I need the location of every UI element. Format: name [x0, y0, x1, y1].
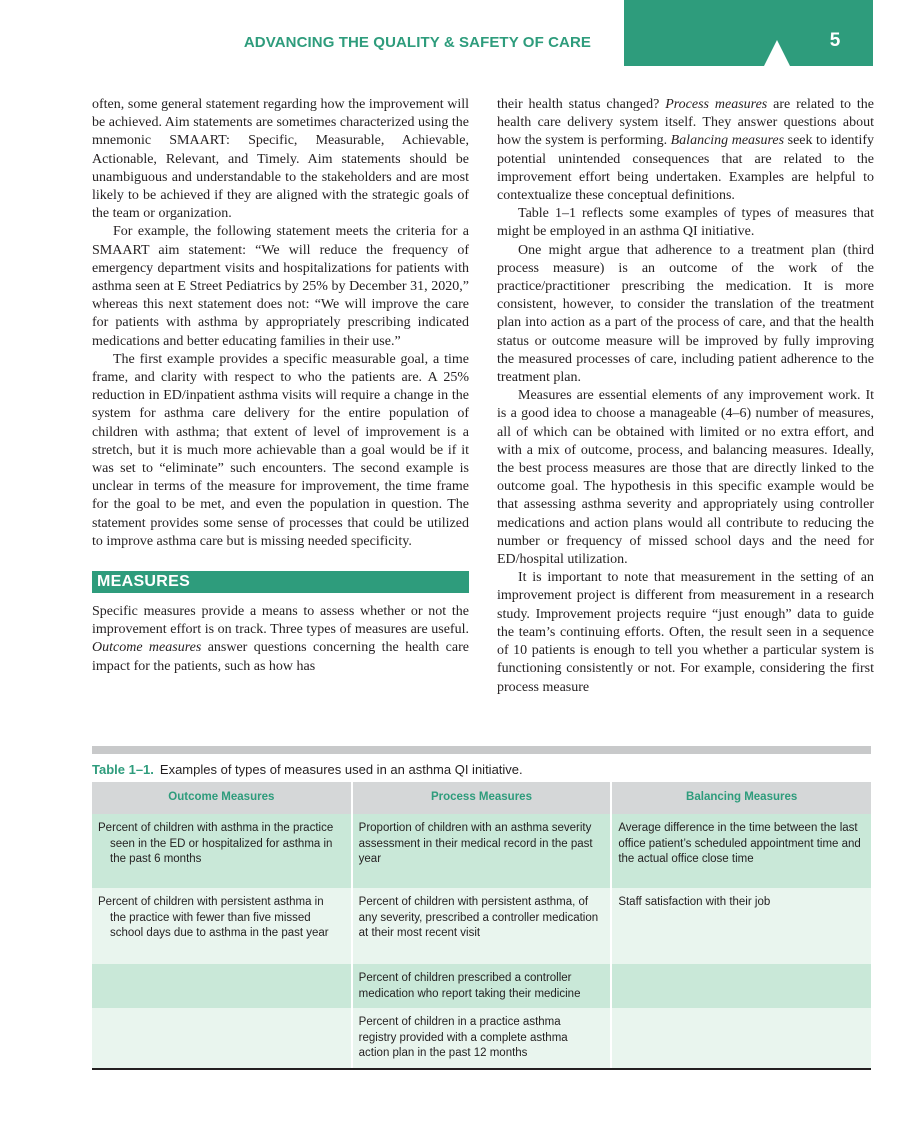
table-cell [92, 888, 352, 964]
table-caption-text: Examples of types of measures used in an asthma QI initiative. [159, 762, 523, 777]
header-balancing-measures: Balancing Measures [611, 782, 871, 814]
left-column [92, 96, 469, 676]
running-title: ADVANCING THE QUALITY & SAFETY OF CARE [243, 34, 591, 51]
table-row [92, 814, 871, 888]
term-balancing-measures: Balancing measures [670, 133, 785, 149]
table-cell [611, 1008, 871, 1068]
cell-text: Percent of children prescribed a controller medication who report taking their medicine [358, 972, 581, 1000]
left-paragraph-2: For example, the following statement meets the criteria for a SMAART aim statement: “We will reduce the frequency of emergency department visits and hospitalizations for patients with asthma seen at E Street Pediatrics by 25% by December 31, 2020,” whereas this next statement does not: “We will improve the care for patients with asthma by appropriately prescribing indicated medications and better educating families in their use.” [92, 224, 469, 349]
text-run: their health status changed? [497, 97, 666, 112]
cell-text: Percent of children with asthma in the practice seen in the ED or hospitalized for asthma in the past 6 months [98, 822, 334, 865]
table-cell [611, 964, 871, 1008]
text-run: answer questions concerning the health care impact for the patients, such as how has [92, 640, 469, 674]
header-outcome-measures: Outcome Measures [92, 782, 352, 814]
left-paragraph-4 [92, 603, 469, 676]
right-column [497, 96, 874, 697]
right-paragraph-4: Measures are essential elements of any improvement work. It is a good idea to choose a manageable (4–6) number of measures, all of which can be obtained with limited or no extra effort, and with a mix of outcome, process, and balancing measures. Ideally, the best process measures are those that are directly linked to the outcome goal. The hypothesis in this specific example would be that assessing asthma severity and appropriately using controller medications and action plans would all contribute to reducing the number or frequency of missed school days and the need for ED/hospital utilization. [497, 388, 874, 568]
cell-text: Percent of children with persistent asthma, of any severity, prescribed a controller medication at their most recent visit [358, 896, 599, 939]
left-paragraph-1: often, some general statement regarding how the improvement will be achieved. Aim statements are sometimes characterized using the mnemonic SMAART: Specific, Measurable, Achievable, Actionable, Relevant, and Timely. Aim statements should be unambiguous and understandable to the stakeholders and are most likely to be achieved if they are aligned with the strategic goals of the team or organization. [92, 97, 469, 222]
table-header-row [92, 782, 871, 814]
text-run: are related to the health care delivery system itself. They answer questions about how the system is performing. [497, 97, 874, 149]
table-cell [611, 814, 871, 888]
table-grid [92, 782, 871, 1068]
header-process-measures: Process Measures [352, 782, 612, 814]
right-paragraph-1 [497, 96, 874, 205]
left-paragraph-3: The first example provides a specific measurable goal, a time frame, and clarity with respect to who the patients are. A 25% reduction in ED/inpatient asthma visits will require a change in the system for asthma care delivery for the entire population of children with asthma; that extent of level of improvement is a stretch, but it is much more achievable than a goal would be if it was set to “eliminate” such encounters. The second example is unclear in terms of the measure for improvement, the time frame for the goal to be met, and even the population in question. The statement provides some sense of processes that could be utilized to improve asthma care but is missing needed specificity. [92, 351, 469, 549]
cell-text: Percent of children in a practice asthma registry provided with a complete asthma action plan in the past 12 months [358, 1016, 568, 1059]
table-row [92, 964, 871, 1008]
table-cell [611, 888, 871, 964]
text-run: seek to identify potential unintended consequences that are related to the improvement effort being undertaken. Examples are helpful to contextualize these conceptual definitions. [497, 133, 875, 204]
text-run: Specific measures provide a means to assess whether or not the improvement effort is on track. Three types of measures are useful. [92, 604, 469, 638]
page-number: 5 [829, 30, 841, 51]
right-paragraph-2: Table 1–1 reflects some examples of types of measures that might be employed in an asthma QI initiative. [497, 206, 874, 240]
table-label: Table 1–1. [92, 762, 154, 777]
table-cell [352, 814, 612, 888]
table-row [92, 1008, 871, 1068]
table-cell [92, 814, 352, 888]
cell-text: Percent of children with persistent asthma in the practice with fewer than five missed school days due to asthma in the past year [98, 896, 329, 939]
term-process-measures: Process measures [665, 97, 768, 112]
cell-text: Average difference in the time between the last office patient’s scheduled appointment time and the actual office close time [618, 822, 861, 865]
measures-table [92, 746, 871, 1070]
term-outcome-measures: Outcome measures [92, 640, 202, 656]
table-row [92, 888, 871, 964]
section-heading-measures: MEASURES [92, 571, 469, 593]
cell-text: Proportion of children with an asthma severity assessment in their medical record in the past year [358, 822, 593, 865]
table-cell [352, 1008, 612, 1068]
table-cell [352, 964, 612, 1008]
tab-notch-decoration [764, 40, 790, 66]
right-paragraph-5: It is important to note that measurement in the setting of an improvement project is different from measurement in a research study. Improvement projects require “just enough” data to guide the team’s continuing efforts. Often, the result seen in a sequence of 10 patients is enough to tell you whether a particular system is functioning consistently or not. For example, considering the first process measure [497, 570, 874, 695]
cell-text: Staff satisfaction with their job [618, 896, 771, 908]
table-caption [92, 760, 871, 782]
table-cell [92, 964, 352, 1008]
table-cell [92, 1008, 352, 1068]
table-bottom-rule [92, 1068, 871, 1070]
table-cell [352, 888, 612, 964]
table-top-rule [92, 746, 871, 754]
right-paragraph-3: One might argue that adherence to a treatment plan (third process measure) is an outcome of the work of the practice/practitioner prescribing the medication. It is more consistent, however, to consider the translation of the treatment plan into action as a part of the process of care, and that the health status or outcome measure will be improved by fully improving the measured processes of care, including patient adherence to the treatment plan. [497, 242, 874, 386]
